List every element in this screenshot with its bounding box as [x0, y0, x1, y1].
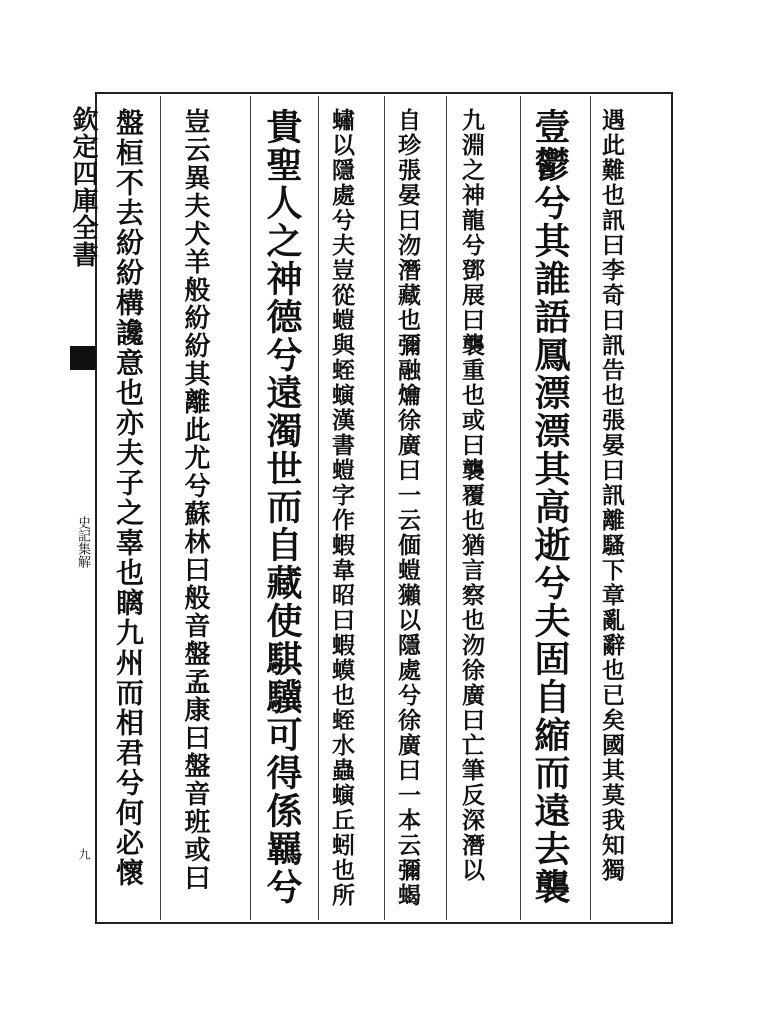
column-rule [520, 96, 521, 920]
text-column-2: 壹鬱兮其誰語鳳漂漂其高逝兮夫固自縮而遠去襲 [529, 108, 571, 906]
page-number: 九 [77, 848, 91, 860]
book-title: 欽定四庫全書 [68, 106, 98, 268]
column-rule [250, 96, 251, 920]
page-gutter [68, 96, 98, 920]
column-rule [590, 96, 591, 920]
column-rule [160, 96, 161, 920]
text-column-4: 自珍張晏曰沕潛藏也彌融爚徐廣曰一云偭螘獺以隱處兮徐廣曰一本云彌蝎 [394, 108, 421, 908]
column-rule [446, 96, 447, 920]
text-column-7: 豈云異夫犬羊般紛紛其離此尤兮蘇林曰般音盤孟康曰盤音班或曰 [180, 108, 210, 892]
column-rule [318, 96, 319, 920]
book-subtitle: 史記集解 [75, 516, 90, 568]
text-column-6: 貴聖人之神德兮遠濁世而自藏使騏驥可得係羈兮 [261, 108, 303, 906]
column-rule [384, 96, 385, 920]
text-column-8: 盤桓不去紛紛構讒意也亦夫子之辜也瞝九州而相君兮何必懷 [112, 108, 145, 888]
text-column-3: 九淵之神龍兮鄧展曰襲重也或曰襲覆也猶言察也沕徐廣曰亡筆反深潛以 [458, 108, 485, 883]
text-column-1: 遇此難也訊曰李奇曰訊告也張晏曰訊離騷下章亂辭也已矣國其莫我知獨 [598, 108, 625, 883]
text-column-5: 蟰以隱處兮夫豈從螘與蛭螾漢書螘字作蝦韋昭曰蝦蟆也蛭水蟲螾丘蚓也所 [328, 108, 355, 908]
fishtail-mark [70, 346, 96, 370]
